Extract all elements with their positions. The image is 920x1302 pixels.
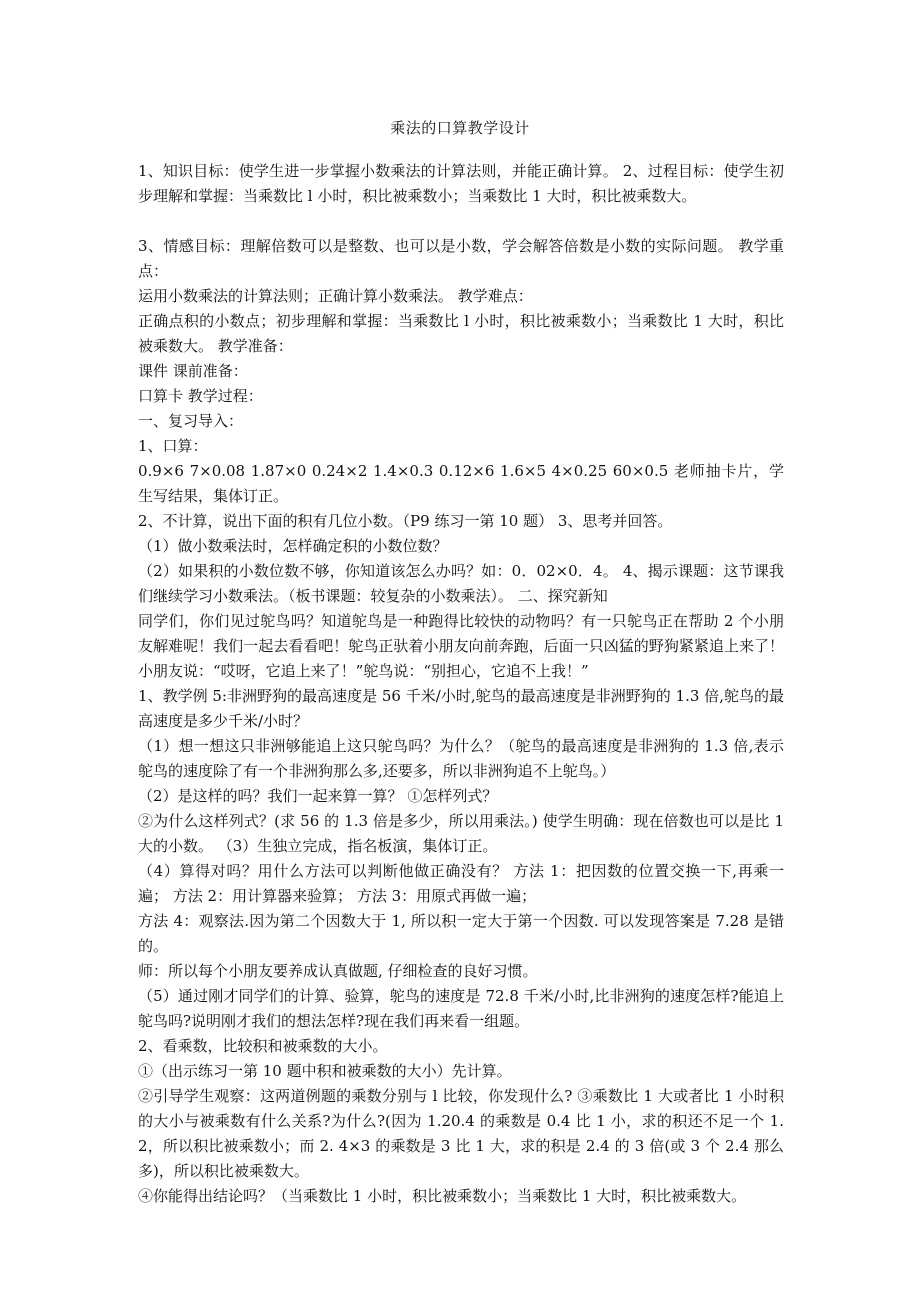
paragraph: 1、教学例 5:非洲野狗的最高速度是 56 千米/小时,鸵鸟的最高速度是非洲野狗的 1.3 倍,鸵鸟的最高速度是多少千米/小时？ bbox=[138, 687, 784, 730]
paragraph: 师：所以每个小朋友要养成认真做题, 仔细检查的良好习惯。 bbox=[138, 962, 538, 980]
paragraph: （5）通过刚才同学们的计算、验算，鸵鸟的速度是 72.8 千米/小时,比非洲狗的速度怎样?能追上鸵鸟吗?说明刚才我们的想法怎样?现在我们再来看一组题。 bbox=[138, 987, 784, 1030]
paragraph: 一、复习导入： bbox=[138, 412, 244, 430]
document-body bbox=[138, 159, 784, 1209]
paragraph: ①（出示练习一第 10 题中积和被乘数的大小）先计算。 bbox=[138, 1062, 512, 1080]
paragraph: 3、情感目标：理解倍数可以是整数、也可以是小数，学会解答倍数是小数的实际问题。 教学重点： bbox=[138, 237, 784, 280]
paragraph: ②引导学生观察：这两道例题的乘数分别与 l 比较，你发现什么? ③乘数比 1 大或者比 1 小时积的大小与被乘数有什么关系?为什么?(因为 1.20.4 的乘数是 0.4 比 1 小，求的积还不足一个 1.2，所以积比被乘数小；而 2. 4×3 的乘数是 3 比 1 大，求的积是 2.4 的 3 倍(或 3 个 2.4 那么多)，所以积比被乘数大。 bbox=[138, 1087, 784, 1180]
paragraph: ②为什么这样列式？(求 56 的 1.3 倍是多少，所以用乘法。) 使学生明确：现在倍数也可以是比 1 大的小数。 （3）生独立完成，指名板演，集体订正。 bbox=[138, 812, 784, 855]
paragraph: 0.9×6 7×0.08 1.87×0 0.24×2 1.4×0.3 0.12×6 1.6×5 4×0.25 60×0.5 老师抽卡片，学生写结果，集体订正。 bbox=[138, 462, 784, 505]
paragraph: 方法 4：观察法.因为第二个因数大于 1, 所以积一定大于第一个因数. 可以发现答案是 7.28 是错的。 bbox=[138, 912, 784, 955]
paragraph: 2、不计算，说出下面的积有几位小数。（P9 练习一第 10 题） 3、思考并回答。 bbox=[138, 512, 673, 530]
document-title: 乘法的口算教学设计 bbox=[390, 119, 530, 137]
paragraph: 口算卡 教学过程： bbox=[138, 387, 263, 405]
paragraph: 运用小数乘法的计算法则；正确计算小数乘法。 教学难点： bbox=[138, 287, 533, 305]
paragraph: （2）是这样的吗？我们一起来算一算？ ①怎样列式？ bbox=[138, 787, 498, 805]
paragraph: （4）算得对吗？用什么方法可以判断他做正确没有？ 方法 1：把因数的位置交换一下,再乘一遍； 方法 2：用计算器来验算； 方法 3：用原式再做一遍； bbox=[138, 862, 784, 905]
paragraph: （1）做小数乘法时，怎样确定积的小数位数？ bbox=[138, 537, 448, 555]
paragraph: 1、口算： bbox=[138, 437, 208, 455]
paragraph: 2、看乘数，比较积和被乘数的大小。 bbox=[138, 1037, 388, 1055]
paragraph: 1、知识目标：使学生进一步掌握小数乘法的计算法则，并能正确计算。 2、过程目标：使学生初步理解和掌握：当乘数比 l 小时，积比被乘数小；当乘数比 1 大时，积比被乘数大。 bbox=[138, 162, 784, 205]
paragraph: 课件 课前准备： bbox=[138, 362, 248, 380]
paragraph: （2）如果积的小数位数不够，你知道该怎么办吗？如：0．02×0．4。 4、揭示课题：这节课我们继续学习小数乘法。（板书课题：较复杂的小数乘法）。 二、探究新知 bbox=[138, 562, 784, 605]
paragraph: （1）想一想这只非洲够能追上这只鸵鸟吗？为什么？（鸵鸟的最高速度是非洲狗的 1.3 倍,表示鸵鸟的速度除了有一个非洲狗那么多,还要多，所以非洲狗追不上鸵鸟。） bbox=[138, 737, 784, 780]
paragraph: 同学们，你们见过鸵鸟吗？知道鸵鸟是一种跑得比较快的动物吗？有一只鸵鸟正在帮助 2 个小朋友解难呢！我们一起去看看吧！鸵鸟正驮着小朋友向前奔跑，后面一只凶猛的野狗紧紧追上来了！ 小朋友说：“哎呀，它追上来了！”鸵鸟说：“别担心，它追不上我！” bbox=[138, 612, 784, 680]
paragraph: ④你能得出结论吗？（当乘数比 1 小时，积比被乘数小；当乘数比 1 大时，积比被乘数大。 bbox=[138, 1187, 747, 1205]
paragraph: 正确点积的小数点；初步理解和掌握：当乘数比 l 小时，积比被乘数小；当乘数比 1 大时，积比被乘数大。 教学准备： bbox=[138, 312, 784, 355]
